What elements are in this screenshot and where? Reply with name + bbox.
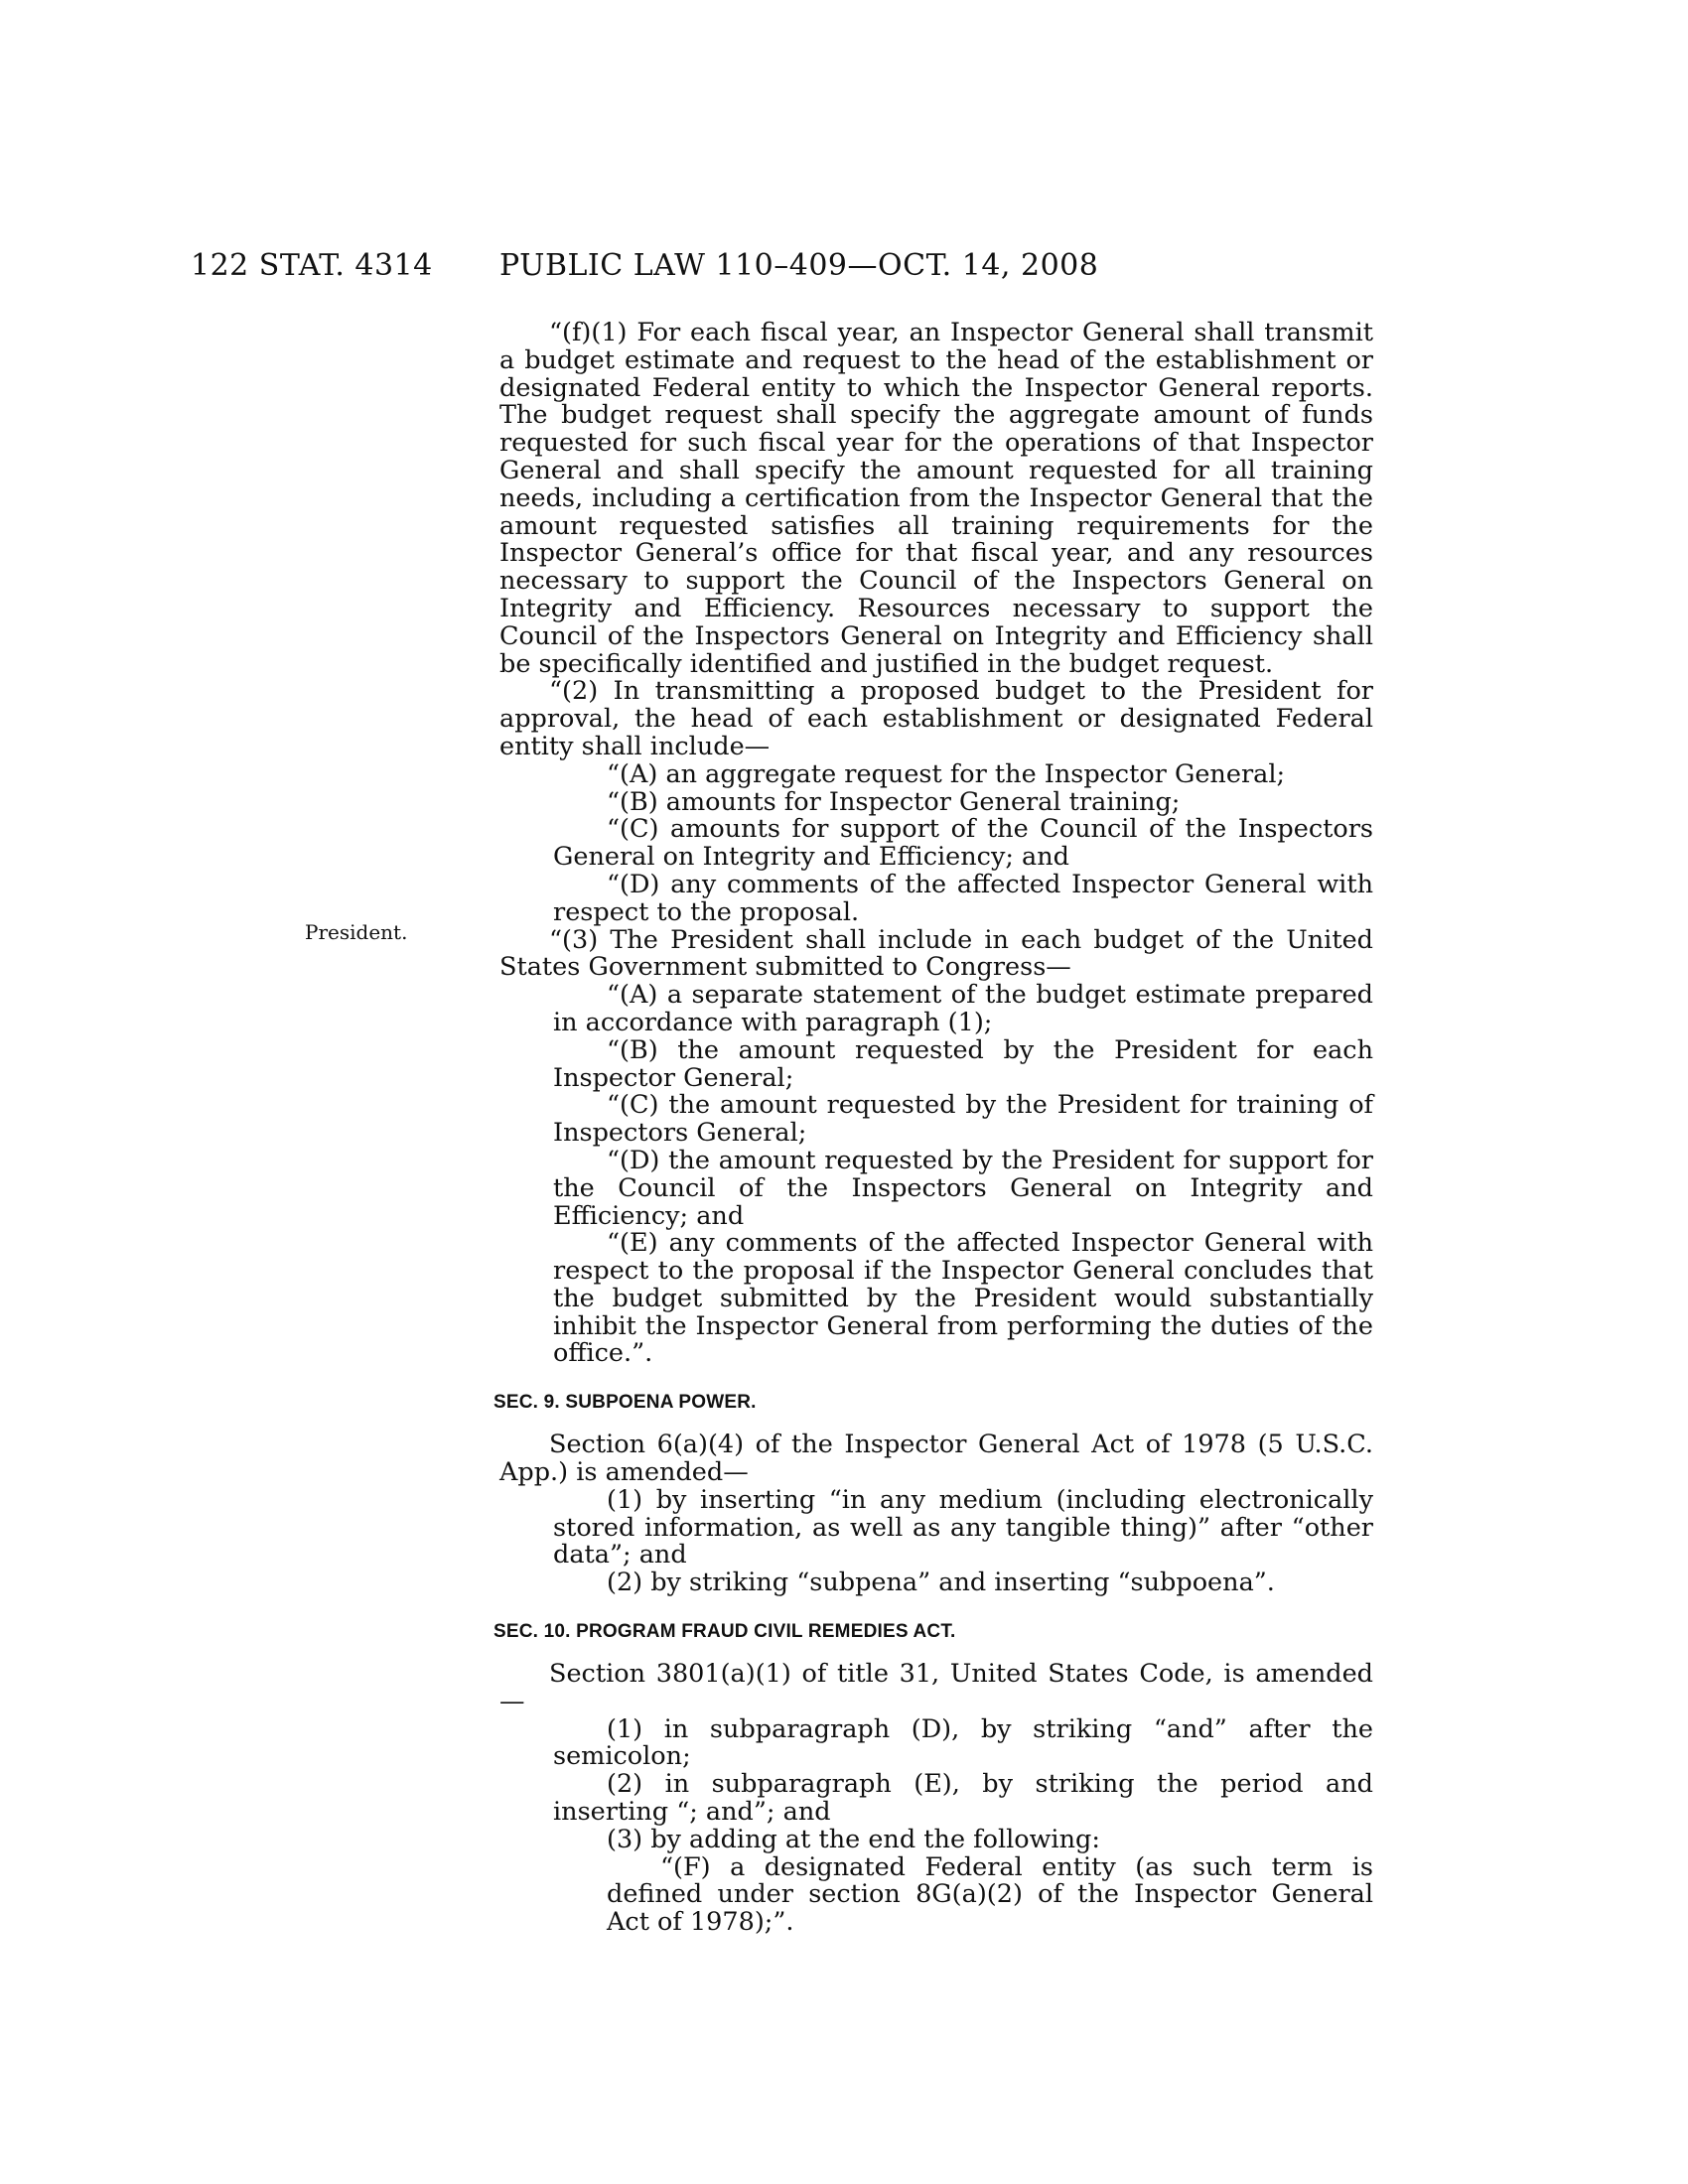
section-9-item-2: (2) by striking “subpena” and inserting “subpoena”.: [607, 1568, 1275, 1598]
section-9-intro: Section 6(a)(4) of the Inspector General Act of 1978 (5 U.S.C. App.) is amended—: [499, 1430, 1373, 1488]
subparagraph-f2-d: “(D) any comments of the affected Inspector General with respect to the proposal.: [553, 869, 1373, 927]
section-heading-10: SEC. 10. PROGRAM FRAUD CIVIL REMEDIES ACT.: [493, 1621, 956, 1643]
subparagraph-f3-b: “(B) the amount requested by the President for each Inspector General;: [553, 1034, 1373, 1093]
page-number: 122 STAT. 4314: [191, 248, 433, 283]
section-10-intro: Section 3801(a)(1) of title 31, United States Code, is amended—: [499, 1659, 1373, 1716]
subparagraph-f3-d: “(D) the amount requested by the President for support for the Council of the Inspectors General on Integrity and Efficiency; and: [553, 1145, 1373, 1231]
page-header: [0, 248, 1688, 288]
margin-note: President.: [305, 920, 408, 944]
subparagraph-f2-b: “(B) amounts for Inspector General training;: [607, 786, 1181, 817]
section-10-item-3-f: “(F) a designated Federal entity (as such term is defined under section 8G(a)(2) of the Inspector General Act of 1978);”.: [607, 1851, 1373, 1938]
section-10-item-1: (1) in subparagraph (D), by striking “and” after the semicolon;: [553, 1713, 1373, 1772]
subparagraph-f2-a: “(A) an aggregate request for the Inspector General;: [607, 758, 1286, 789]
section-9-item-1: (1) by inserting “in any medium (including electronically stored information, as well as any tangible thing)” after “other data”; and: [553, 1484, 1373, 1570]
subparagraph-f3-e: “(E) any comments of the affected Inspector General with respect to the proposal if the Inspector General concludes that the budget submitted by the President would substantially inhibit the Inspector General from performing the duties of the office.”.: [553, 1228, 1373, 1369]
section-10-item-3: (3) by adding at the end the following:: [607, 1824, 1100, 1854]
subparagraph-f3-a: “(A) a separate statement of the budget estimate prepared in accordance with paragraph (1);: [553, 980, 1373, 1037]
paragraph-f2: “(2) In transmitting a proposed budget to the President for approval, the head of each establishment or designated Federal entity shall include—: [499, 676, 1373, 761]
paragraph-f1: “(f)(1) For each fiscal year, an Inspector General shall transmit a budget estimate and request to the head of the establishment or designated Federal entity to which the Inspector General reports. The budget request shall specify the aggregate amount of funds requested for such fiscal year for the operations of that Inspector General and shall specify the amount requested for all training needs, including a certification from the Inspector General that the amount requested satisfies all training requirements for the Inspector General’s office for that fiscal year, and any resources necessary to support the Council of the Inspectors General on Integrity and Efficiency. Resources necessary to support the Council of the Inspectors General on Integrity and Efficiency shall be specifically identified and justified in the budget request.: [499, 318, 1373, 679]
section-10-item-2: (2) in subparagraph (E), by striking the period and inserting “; and”; and: [553, 1769, 1373, 1828]
subparagraph-f2-c: “(C) amounts for support of the Council of the Inspectors General on Integrity and Efficiency; and: [553, 814, 1373, 873]
paragraph-f3: “(3) The President shall include in each budget of the United States Government submitted to Congress—: [499, 924, 1373, 983]
section-heading-9: SEC. 9. SUBPOENA POWER.: [493, 1392, 757, 1414]
law-title: PUBLIC LAW 110–409—OCT. 14, 2008: [499, 248, 1099, 283]
subparagraph-f3-c: “(C) the amount requested by the President for training of Inspectors General;: [553, 1090, 1373, 1149]
document-body: [493, 318, 1373, 1938]
